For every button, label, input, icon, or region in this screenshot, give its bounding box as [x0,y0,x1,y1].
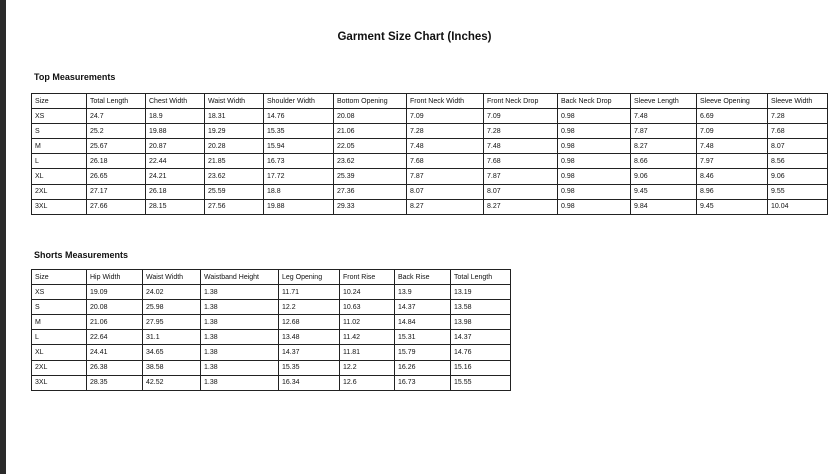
table-cell: 20.08 [87,300,143,315]
table-cell: 7.48 [697,139,768,154]
column-header: Waistband Height [201,270,279,285]
table-cell: 13.48 [279,330,340,345]
table-cell: 27.17 [87,184,146,199]
top-measurements-table [31,93,828,215]
table-cell: 7.87 [484,169,558,184]
table-cell: 25.67 [87,139,146,154]
table-cell: 9.45 [697,199,768,214]
table-cell: 22.05 [334,139,407,154]
table-cell: 7.48 [631,109,697,124]
table-cell: 14.76 [264,109,334,124]
table-row [32,124,828,139]
table-cell: 3XL [32,375,87,390]
table-cell: 7.09 [697,124,768,139]
table-cell: 15.35 [264,124,334,139]
table-cell: 9.84 [631,199,697,214]
table-cell: 1.38 [201,330,279,345]
table-cell: 7.68 [768,124,828,139]
table-cell: 1.38 [201,360,279,375]
table-cell: L [32,154,87,169]
column-header: Sleeve Width [768,94,828,109]
table-cell: 8.27 [631,139,697,154]
table-cell: 17.72 [264,169,334,184]
table-cell: 27.95 [143,315,201,330]
table-cell: 13.98 [451,315,511,330]
table-cell: 25.59 [205,184,264,199]
table-cell: 1.38 [201,300,279,315]
table-cell: 8.27 [407,199,484,214]
table-cell: 7.28 [407,124,484,139]
table-cell: 21.06 [334,124,407,139]
table-cell: XS [32,285,87,300]
column-header: Size [32,94,87,109]
table-cell: 26.65 [87,169,146,184]
table-cell: 8.46 [697,169,768,184]
table-cell: 8.07 [407,184,484,199]
table-cell: 15.79 [395,345,451,360]
page-title: Garment Size Chart (Inches) [337,31,492,43]
table-cell: 14.76 [451,345,511,360]
table-cell: 19.09 [87,285,143,300]
table-cell: 15.16 [451,360,511,375]
table-cell: 31.1 [143,330,201,345]
table-cell: 15.94 [264,139,334,154]
table-cell: 26.18 [87,154,146,169]
column-header: Sleeve Opening [697,94,768,109]
table-cell: M [32,139,87,154]
table-cell: 19.88 [146,124,205,139]
table-cell: 18.8 [264,184,334,199]
table-row [32,300,511,315]
table-cell: 14.84 [395,315,451,330]
table-cell: L [32,330,87,345]
table-cell: 8.66 [631,154,697,169]
table-row [32,109,828,124]
table-cell: 1.38 [201,345,279,360]
table-cell: 15.35 [279,360,340,375]
column-header: Front Neck Width [407,94,484,109]
table-cell: 27.36 [334,184,407,199]
table-cell: 15.55 [451,375,511,390]
table-row [32,375,511,390]
column-header: Shoulder Width [264,94,334,109]
table-cell: 22.44 [146,154,205,169]
column-header: Total Length [87,94,146,109]
table-cell: 12.2 [279,300,340,315]
top-measurements-heading: Top Measurements [34,72,116,82]
table-row [32,330,511,345]
table-cell: 11.81 [340,345,395,360]
table-cell: 3XL [32,199,87,214]
table-cell: 24.02 [143,285,201,300]
table-cell: S [32,300,87,315]
table-cell: 7.09 [484,109,558,124]
table-row [32,169,828,184]
table-cell: 14.37 [395,300,451,315]
table-cell: 15.31 [395,330,451,345]
table-row [32,315,511,330]
table-cell: 18.9 [146,109,205,124]
table-cell: 14.37 [279,345,340,360]
table-cell: 21.85 [205,154,264,169]
table-header-row [32,94,828,109]
table-cell: 24.7 [87,109,146,124]
table-cell: 27.66 [87,199,146,214]
table-cell: 7.68 [407,154,484,169]
column-header: Back Neck Drop [558,94,631,109]
table-cell: 0.98 [558,199,631,214]
table-cell: XL [32,169,87,184]
table-cell: 18.31 [205,109,264,124]
table-row [32,139,828,154]
column-header: Total Length [451,270,511,285]
table-cell: 10.63 [340,300,395,315]
table-cell: 23.62 [205,169,264,184]
table-cell: 22.64 [87,330,143,345]
table-cell: 8.27 [484,199,558,214]
table-cell: 0.98 [558,154,631,169]
table-cell: 9.55 [768,184,828,199]
document-page [6,0,829,474]
table-cell: 12.6 [340,375,395,390]
table-cell: 9.06 [631,169,697,184]
table-cell: 11.02 [340,315,395,330]
table-cell: 24.41 [87,345,143,360]
table-row [32,285,511,300]
table-cell: 8.56 [768,154,828,169]
shorts-measurements-table [31,269,511,391]
column-header: Front Rise [340,270,395,285]
table-row [32,184,828,199]
table-row [32,345,511,360]
table-cell: 28.15 [146,199,205,214]
table-cell: 7.87 [407,169,484,184]
table-cell: 16.73 [395,375,451,390]
table-cell: 7.09 [407,109,484,124]
table-cell: 1.38 [201,315,279,330]
table-cell: 8.07 [484,184,558,199]
table-cell: 25.98 [143,300,201,315]
table-cell: 12.68 [279,315,340,330]
table-cell: 10.24 [340,285,395,300]
table-cell: S [32,124,87,139]
table-cell: 1.38 [201,375,279,390]
table-cell: M [32,315,87,330]
table-cell: 38.58 [143,360,201,375]
table-cell: 7.48 [484,139,558,154]
table-cell: 8.96 [697,184,768,199]
column-header: Bottom Opening [334,94,407,109]
table-cell: 21.06 [87,315,143,330]
column-header: Waist Width [143,270,201,285]
table-cell: 0.98 [558,124,631,139]
table-cell: 7.87 [631,124,697,139]
table-cell: 27.56 [205,199,264,214]
table-cell: 42.52 [143,375,201,390]
table-cell: 14.37 [451,330,511,345]
table-cell: XS [32,109,87,124]
column-header: Back Rise [395,270,451,285]
table-cell: 19.29 [205,124,264,139]
table-cell: 20.28 [205,139,264,154]
table-cell: 9.45 [631,184,697,199]
table-cell: 7.28 [484,124,558,139]
table-cell: 16.73 [264,154,334,169]
table-row [32,360,511,375]
column-header: Front Neck Drop [484,94,558,109]
table-cell: 7.28 [768,109,828,124]
table-cell: 29.33 [334,199,407,214]
column-header: Size [32,270,87,285]
table-cell: 13.19 [451,285,511,300]
table-cell: 0.98 [558,184,631,199]
table-cell: 25.39 [334,169,407,184]
table-cell: 13.9 [395,285,451,300]
table-cell: 11.42 [340,330,395,345]
table-cell: 1.38 [201,285,279,300]
table-cell: 26.18 [146,184,205,199]
table-cell: 24.21 [146,169,205,184]
column-header: Hip Width [87,270,143,285]
table-cell: 19.88 [264,199,334,214]
table-cell: 34.65 [143,345,201,360]
table-cell: 7.48 [407,139,484,154]
table-cell: 6.69 [697,109,768,124]
table-cell: 26.38 [87,360,143,375]
table-cell: 20.87 [146,139,205,154]
table-cell: 9.06 [768,169,828,184]
table-header-row [32,270,511,285]
table-cell: 10.04 [768,199,828,214]
table-cell: 8.07 [768,139,828,154]
table-cell: 23.62 [334,154,407,169]
table-cell: 28.35 [87,375,143,390]
column-header: Waist Width [205,94,264,109]
table-cell: 0.98 [558,109,631,124]
table-cell: 0.98 [558,139,631,154]
table-cell: 12.2 [340,360,395,375]
table-cell: 16.34 [279,375,340,390]
column-header: Chest Width [146,94,205,109]
table-cell: 7.68 [484,154,558,169]
table-cell: 25.2 [87,124,146,139]
shorts-measurements-heading: Shorts Measurements [34,250,129,260]
table-cell: 0.98 [558,169,631,184]
table-cell: 16.26 [395,360,451,375]
table-cell: 11.71 [279,285,340,300]
table-row [32,154,828,169]
table-cell: 2XL [32,184,87,199]
table-cell: XL [32,345,87,360]
table-cell: 7.97 [697,154,768,169]
column-header: Leg Opening [279,270,340,285]
table-cell: 13.58 [451,300,511,315]
table-cell: 20.08 [334,109,407,124]
column-header: Sleeve Length [631,94,697,109]
table-row [32,199,828,214]
table-cell: 2XL [32,360,87,375]
